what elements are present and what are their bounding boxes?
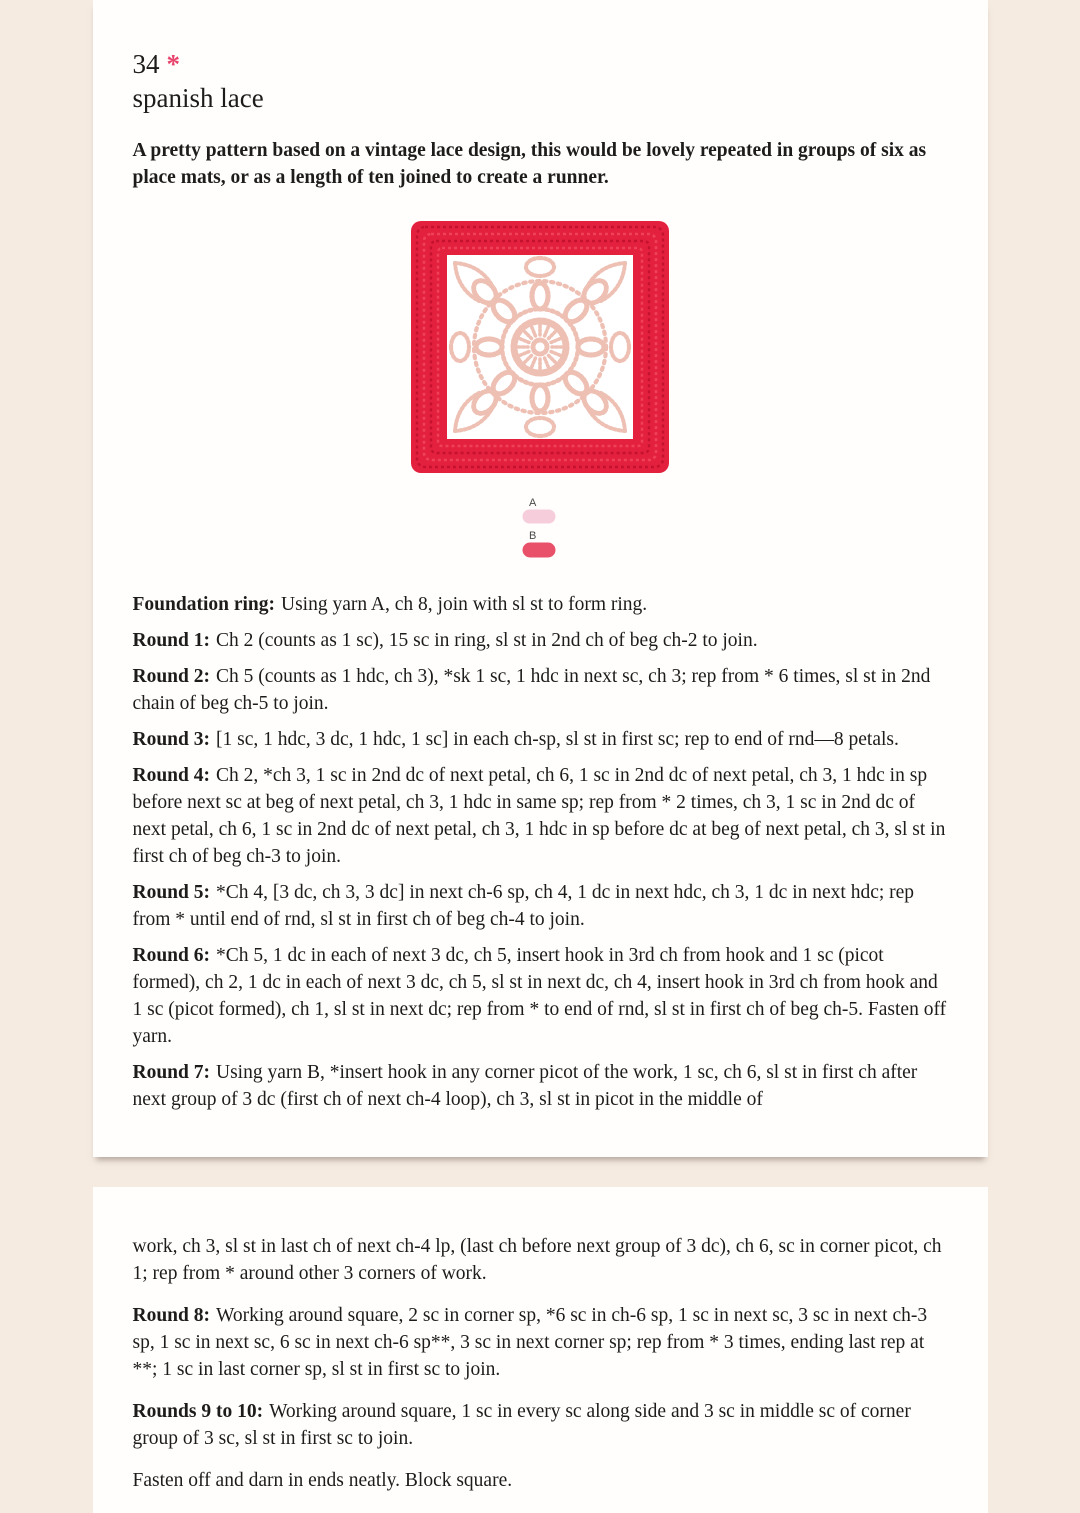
instructions-page-2: [133, 1233, 948, 1494]
instruction-text: Fasten off and darn in ends neatly. Block square.: [132, 1470, 513, 1491]
instruction-text: Ch 2, *ch 3, 1 sc in 2nd dc of next petal, ch 6, 1 sc in 2nd dc of next petal, ch 3, 1 hdc in sp before next sc at beg of next petal, ch 3, 1 hdc in same sp; rep from * 2 times, ch 3, 1 sc in 2nd dc of next petal, ch 6, 1 sc in 2nd dc of next petal, ch 3, 1 hdc in sp before dc at beg of next petal, ch 3, sl st in first ch of beg ch-3 to join.: [132, 765, 946, 867]
instruction-round-2: [133, 663, 951, 717]
instruction-label: Rounds 9 to 10:: [132, 1401, 264, 1422]
instruction-label: Round 4:: [132, 765, 210, 786]
page-1: [93, 0, 988, 1157]
yarn-a-swatch: [522, 509, 556, 524]
instruction-text: Using yarn A, ch 8, join with sl st to form ring.: [281, 594, 648, 615]
instruction-text: *Ch 4, [3 dc, ch 3, 3 dc] in next ch-6 sp, ch 4, 1 dc in next hdc, ch 3, 1 dc in next hdc; rep from * until end of rnd, sl st in first ch of beg ch-4 to join.: [132, 882, 915, 930]
instruction-text: Working around square, 2 sc in corner sp, *6 sc in ch-6 sp, 1 sc in next sc, 3 sc in next ch-3 sp, 1 sc in next sc, 6 sc in next ch-6 sp**, 3 sc in next corner sp; rep from * 3 times, ending last rep at **; 1 sc in last corner sp, sl st in first sc to join.: [132, 1305, 928, 1380]
yarn-b-swatch: [522, 542, 556, 558]
instruction-text: *Ch 5, 1 dc in each of next 3 dc, ch 5, insert hook in 3rd ch from hook and 1 sc (picot formed), ch 2, 1 dc in each of next 3 dc, ch 5, sl st in next dc, ch 4, insert hook in 3rd ch from hook and 1 sc (picot formed), ch 1, sl st in next dc; rep from * to end of rnd, sl st in first ch of beg ch-5. Fasten off yarn.: [132, 945, 947, 1047]
crochet-square-photo: [409, 217, 671, 475]
instruction-round-6: [133, 942, 951, 1050]
page-2: [93, 1187, 988, 1513]
instruction-label: Round 6:: [132, 945, 210, 966]
instruction-text: [1 sc, 1 hdc, 3 dc, 1 hdc, 1 sc] in each ch-sp, sl st in first sc; rep to end of rnd—8 petals.: [216, 729, 899, 750]
instruction-rounds-9-to-10: [133, 1398, 951, 1452]
instruction-label: Foundation ring:: [132, 594, 275, 615]
pattern-number-text: 34: [132, 49, 160, 79]
instruction-text: Using yarn B, *insert hook in any corner picot of the work, 1 sc, ch 6, sl st in first ch after next group of 3 dc (first ch of next ch-4 loop), ch 3, sl st in picot in the middle of: [132, 1062, 918, 1110]
instruction-round-7-continued: [133, 1233, 951, 1287]
instruction-text: Ch 2 (counts as 1 sc), 15 sc in ring, sl st in 2nd ch of beg ch-2 to join.: [216, 630, 758, 651]
instruction-round-5: [133, 879, 951, 933]
photo-block: [133, 217, 948, 564]
instruction-foundation-ring: [133, 591, 951, 618]
instruction-round-3: [133, 726, 951, 753]
intro-paragraph: A pretty pattern based on a vintage lace design, this would be lovely repeated in groups of six as place mats, or as a length of ten joined to create a runner.: [132, 140, 927, 188]
pattern-title: spanish lace: [132, 83, 264, 113]
instruction-round-1: [133, 627, 951, 654]
instruction-round-7: [133, 1059, 951, 1113]
yarn-a-label: A: [529, 497, 537, 509]
instruction-text: Working around square, 1 sc in every sc along side and 3 sc in middle sc of corner group of 3 sc, sl st in first sc to join.: [132, 1401, 911, 1449]
instruction-label: Round 5:: [132, 882, 210, 903]
pattern-number: [133, 48, 948, 80]
instruction-text: work, ch 3, sl st in last ch of next ch-4 lp, (last ch before next group of 3 dc), ch 6, sc in corner picot, ch 1; rep from * around other 3 corners of work.: [132, 1236, 942, 1284]
instruction-label: Round 2:: [132, 666, 210, 687]
yarn-b-label: B: [529, 530, 537, 542]
instruction-label: Round 3:: [132, 729, 210, 750]
yarn-swatches: [522, 497, 558, 564]
instructions-page-1: [133, 591, 948, 1113]
instruction-label: Round 1:: [132, 630, 210, 651]
instruction-text: Ch 5 (counts as 1 hdc, ch 3), *sk 1 sc, 1 hdc in next sc, ch 3; rep from * 6 times, sl st in 2nd chain of beg ch-5 to join.: [132, 666, 931, 714]
instruction-round-8: [133, 1302, 951, 1383]
instruction-label: Round 8:: [132, 1305, 210, 1326]
instruction-label: Round 7:: [132, 1062, 210, 1083]
instruction-fasten-off: [133, 1467, 951, 1494]
instruction-round-4: [133, 762, 951, 870]
difficulty-star-icon: *: [166, 49, 180, 79]
